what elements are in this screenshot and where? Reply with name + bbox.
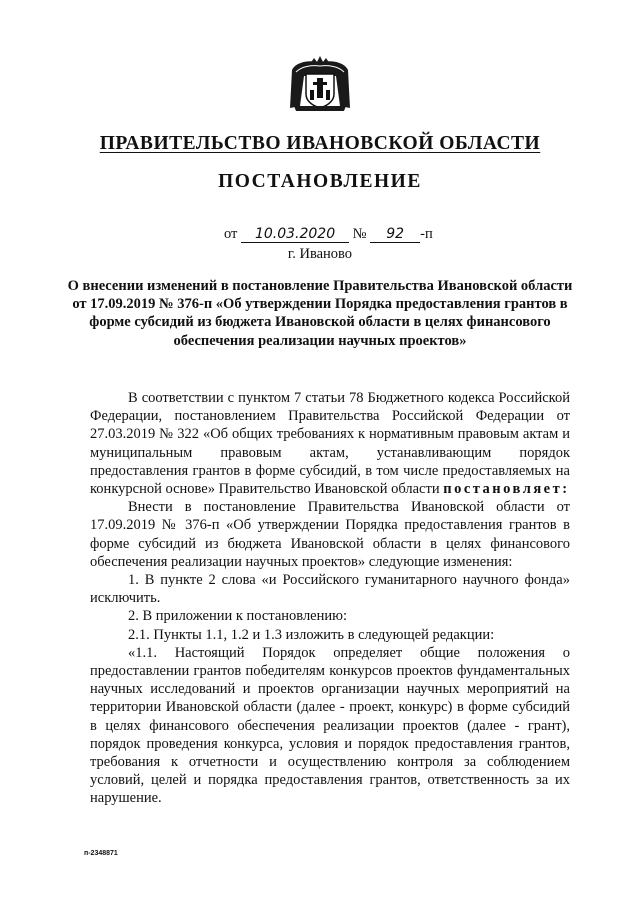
number-suffix: -п	[420, 226, 433, 242]
date-label: от	[224, 226, 238, 242]
document-date: 10.03.2020	[241, 227, 349, 243]
city-line: г. Иваново	[287, 246, 353, 262]
dateline	[224, 226, 433, 243]
number-label: №	[352, 226, 367, 242]
decree-word: постановляет:	[443, 481, 570, 498]
paragraph-amendment-intro: Внести в постановление Правительства Ивановской области от 17.09.2019 № 376-п «Об утверждении Порядка предоставления грантов в форме субсидий из бюджета Ивановской области в целях финансового обеспечения реализации научных проектов» следующие изменения:	[90, 499, 570, 570]
government-title: ПРАВИТЕЛЬСТВО ИВАНОВСКОЙ ОБЛАСТИ	[99, 133, 541, 154]
paragraph-item-2-1: 2.1. Пункты 1.1, 1.2 и 1.3 изложить в следующей редакции:	[128, 626, 495, 643]
document-number: 92	[370, 227, 420, 243]
preamble-text: В соответствии с пунктом 7 статьи 78 Бюджетного кодекса Российской Федерации, постановлением Правительства Российской Федерации от 27.03.2019 № 322 «Об общих требованиях к нормативным правовым актам и муниципальным правовым актам, устанавливающим порядок предоставления грантов в форме субсидий, в том числе предоставляемых на конкурсной основе» Правительство Ивановской области	[90, 390, 570, 498]
paragraph-item-2: 2. В приложении к постановлению:	[128, 608, 348, 625]
document-subject: О внесении изменений в постановление Правительства Ивановской области от 17.09.2019 № 376-п «Об утверждении Порядка предоставления грантов в форме субсидий из бюджета Ивановской области в целях финансового обеспечения реализации научных проектов»	[67, 278, 573, 349]
paragraph-quote-1-1: «1.1. Настоящий Порядок определяет общие положения о предоставлении грантов победителям конкурсов проектов фундаментальных научных исследований и проектов организации научных мероприятий на территории Ивановской области (далее - проект, конкурс) в форме субсидий в целях финансового обеспечения реализации проектов (далее - грант), порядок проведения конкурса, условия и порядок предоставления грантов, требования к отчетности и осуществлению контроля за соблюдением условий, целей и порядка предоставления грантов, ответственность за их нарушение.	[90, 644, 570, 807]
document-type: ПОСТАНОВЛЕНИЕ	[218, 171, 422, 192]
document-body	[90, 389, 570, 808]
paragraph-item-1: 1. В пункте 2 слова «и Российского гуманитарного научного фонда» исключить.	[90, 572, 570, 607]
coat-of-arms-icon	[288, 56, 352, 112]
paragraph-preamble	[90, 389, 570, 498]
footer-code: п-2348871	[84, 850, 118, 857]
